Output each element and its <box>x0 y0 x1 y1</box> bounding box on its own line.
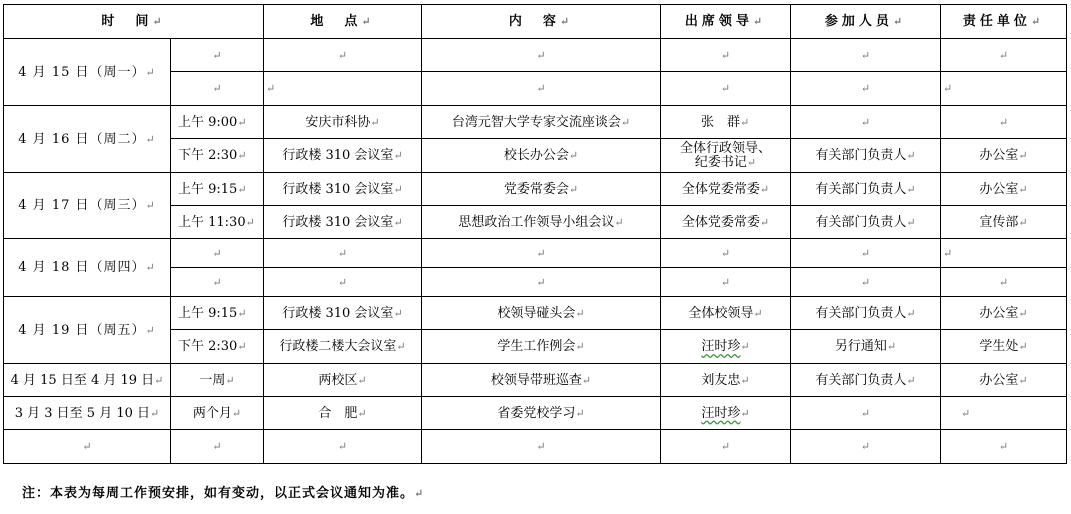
leaders-cell: 全体党委常委↵ <box>661 173 791 206</box>
leaders-cell: ↵ <box>661 72 791 106</box>
time-cell: 下午 2:30↵ <box>171 330 264 364</box>
leaders-cell: ↵ <box>661 430 791 464</box>
date-cell: 4 月 16 日（周二）↵ <box>4 106 171 173</box>
participants-cell: 另行通知↵ <box>791 330 941 364</box>
unit-cell: ↵ <box>941 39 1067 72</box>
content-cell: 校领导带班巡查↵ <box>422 364 661 397</box>
leaders-cell: 汪时珍↵ <box>661 330 791 364</box>
content-cell: ↵ <box>422 72 661 106</box>
content-cell: 思想政治工作领导小组会议↵ <box>422 206 661 239</box>
date-cell: 4 月 15 日至 4 月 19 日↵ <box>4 364 171 397</box>
table-header-row <box>4 5 1067 39</box>
table-row <box>4 173 1067 206</box>
participants-cell: 有关部门负责人↵ <box>791 139 941 173</box>
header-participants: 参加人员↵ <box>791 5 941 39</box>
content-cell: ↵ <box>422 239 661 268</box>
location-cell: 安庆市科协↵ <box>264 106 422 139</box>
date-cell: 4 月 17 日（周三）↵ <box>4 173 171 239</box>
location-cell: ↵ <box>264 239 422 268</box>
unit-cell: 办公室↵ <box>941 364 1067 397</box>
unit-cell: ↵ <box>941 72 1067 106</box>
participants-cell: ↵ <box>791 430 941 464</box>
participants-cell: 有关部门负责人↵ <box>791 173 941 206</box>
leaders-cell: 刘友忠↵ <box>661 364 791 397</box>
content-cell: 学生工作例会↵ <box>422 330 661 364</box>
location-cell: ↵ <box>264 39 422 72</box>
leaders-line-1: 全体行政领导、 <box>680 140 772 156</box>
leaders-cell <box>661 139 791 173</box>
table-row <box>4 397 1067 430</box>
table-row <box>4 106 1067 139</box>
unit-cell: ↵ <box>941 430 1067 464</box>
unit-cell: 办公室↵ <box>941 139 1067 173</box>
header-unit: 责任单位↵ <box>941 5 1067 39</box>
leaders-cell: ↵ <box>661 39 791 72</box>
location-cell: 行政楼 310 会议室↵ <box>264 206 422 239</box>
time-cell: 一周↵ <box>171 364 264 397</box>
weekly-schedule-table <box>3 4 1067 464</box>
unit-cell: 办公室↵ <box>941 173 1067 206</box>
participants-cell: ↵ <box>791 106 941 139</box>
leaders-cell: ↵ <box>661 239 791 268</box>
unit-cell: ↵ <box>941 268 1067 297</box>
unit-cell: 宣传部↵ <box>941 206 1067 239</box>
time-cell: 上午 9:00↵ <box>171 106 264 139</box>
time-cell: ↵ <box>171 39 264 72</box>
participants-cell: ↵ <box>791 239 941 268</box>
content-cell: 校领导碰头会↵ <box>422 297 661 330</box>
unit-cell: ↵ <box>941 239 1067 268</box>
header-time: 时 间↵ <box>4 5 264 39</box>
participants-cell: ↵ <box>791 72 941 106</box>
date-cell: 4 月 18 日（周四）↵ <box>4 239 171 297</box>
time-cell: 两个月↵ <box>171 397 264 430</box>
header-content: 内 容↵ <box>422 5 661 39</box>
time-cell: 上午 9:15↵ <box>171 297 264 330</box>
header-location: 地 点↵ <box>264 5 422 39</box>
header-leaders: 出席领导↵ <box>661 5 791 39</box>
date-cell: ↵ <box>4 430 171 464</box>
leaders-cell: 全体党委常委↵ <box>661 206 791 239</box>
content-cell: 台湾元智大学专家交流座谈会↵ <box>422 106 661 139</box>
location-cell: ↵ <box>264 430 422 464</box>
participants-cell: 有关部门负责人↵ <box>791 206 941 239</box>
unit-cell: 办公室↵ <box>941 297 1067 330</box>
table-row <box>4 239 1067 268</box>
time-cell: ↵ <box>171 430 264 464</box>
content-cell: 省委党校学习↵ <box>422 397 661 430</box>
table-row <box>4 364 1067 397</box>
date-cell: 3 月 3 日至 5 月 10 日↵ <box>4 397 171 430</box>
time-cell: ↵ <box>171 268 264 297</box>
location-cell: 行政楼 310 会议室↵ <box>264 139 422 173</box>
table-row <box>4 297 1067 330</box>
location-cell: ↵ <box>264 72 422 106</box>
content-cell: 党委常委会↵ <box>422 173 661 206</box>
time-cell: 下午 2:30↵ <box>171 139 264 173</box>
unit-cell: 学生处↵ <box>941 330 1067 364</box>
content-cell: 校长办公会↵ <box>422 139 661 173</box>
location-cell: 行政楼二楼大会议室↵ <box>264 330 422 364</box>
content-cell: ↵ <box>422 268 661 297</box>
participants-cell: 有关部门负责人↵ <box>791 297 941 330</box>
date-cell: 4 月 19 日（周五）↵ <box>4 297 171 364</box>
leaders-cell: 张 群↵ <box>661 106 791 139</box>
leaders-line-2: 纪委书记↵ <box>694 154 757 170</box>
location-cell: 行政楼 310 会议室↵ <box>264 173 422 206</box>
leaders-cell: 全体校领导↵ <box>661 297 791 330</box>
participants-cell: 有关部门负责人↵ <box>791 364 941 397</box>
footer-note: 注：本表为每周工作预安排，如有变动，以正式会议通知为准。↵ <box>22 486 425 501</box>
participants-cell: ↵ <box>791 268 941 297</box>
unit-cell: ↵ <box>941 397 1067 430</box>
participants-cell: ↵ <box>791 39 941 72</box>
location-cell: 两校区↵ <box>264 364 422 397</box>
location-cell: 行政楼 310 会议室↵ <box>264 297 422 330</box>
time-cell: 上午 11:30↵ <box>171 206 264 239</box>
unit-cell: ↵ <box>941 106 1067 139</box>
leaders-cell: 汪时珍↵ <box>661 397 791 430</box>
content-cell: ↵ <box>422 430 661 464</box>
participants-cell: ↵ <box>791 397 941 430</box>
time-cell: 上午 9:15↵ <box>171 173 264 206</box>
location-cell: 合 肥↵ <box>264 397 422 430</box>
content-cell: ↵ <box>422 39 661 72</box>
location-cell: ↵ <box>264 268 422 297</box>
leaders-cell: ↵ <box>661 268 791 297</box>
table-row <box>4 39 1067 72</box>
date-cell: 4 月 15 日（周一）↵ <box>4 39 171 106</box>
time-cell: ↵ <box>171 72 264 106</box>
table-row <box>4 430 1067 464</box>
time-cell: ↵ <box>171 239 264 268</box>
